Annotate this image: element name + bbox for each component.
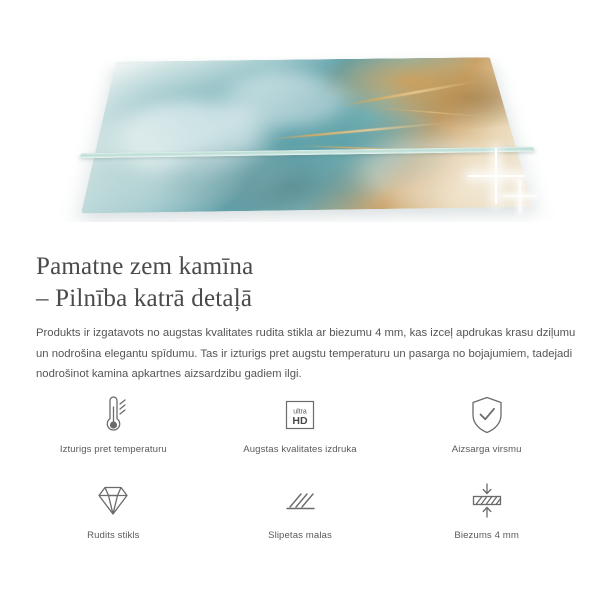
feature-label: Aizsarga virsmu — [451, 444, 522, 455]
shield-check-icon — [467, 392, 507, 438]
polished-edges-icon — [278, 478, 322, 524]
feature-item-thickness — [393, 478, 580, 556]
page-title — [36, 251, 576, 315]
feature-label: Biezums 4 mm — [454, 530, 519, 541]
svg-text:ultra: ultra — [293, 408, 307, 416]
feature-item-polished-edges — [207, 478, 394, 556]
thickness-icon — [465, 478, 509, 524]
feature-item-print-quality — [207, 392, 394, 470]
feature-label: Augstas kvalitates izdruka — [243, 444, 357, 455]
thermometer-icon — [96, 392, 130, 438]
feature-label: Slipetas malas — [268, 530, 332, 541]
feature-label: Izturigs pret temperaturu — [59, 444, 167, 455]
marble-pattern — [81, 57, 533, 213]
glass-panel-artwork — [82, 0, 534, 210]
hero-image — [0, 0, 600, 222]
feature-grid — [20, 392, 580, 556]
feature-item-surface-protection — [393, 392, 580, 470]
ultra-hd-icon — [280, 392, 320, 438]
diamond-icon — [91, 478, 135, 524]
feature-item-temperature — [20, 392, 207, 470]
body-copy: Produkts ir izgatavots no augstas kvalitates rudita stikla ar biezumu 4 mm, kas izceļ apdrukas krasu dziļumu un nodrošina elegantu spīdumu. Tas ir izturigs pret augstu temperaturu un pasarga no bojajumiem, tadejadi nodrošinot kamina apkartnes aizsardzibu gadiem ilgi. — [36, 327, 576, 381]
headline-line-2: – Pilnība katrā detaļā — [36, 284, 253, 312]
feature-item-tempered-glass — [20, 478, 207, 556]
svg-text:HD: HD — [292, 415, 308, 427]
feature-label: Rudits stikls — [87, 530, 140, 541]
headline-line-1: Pamatne zem kamīna — [36, 252, 254, 280]
